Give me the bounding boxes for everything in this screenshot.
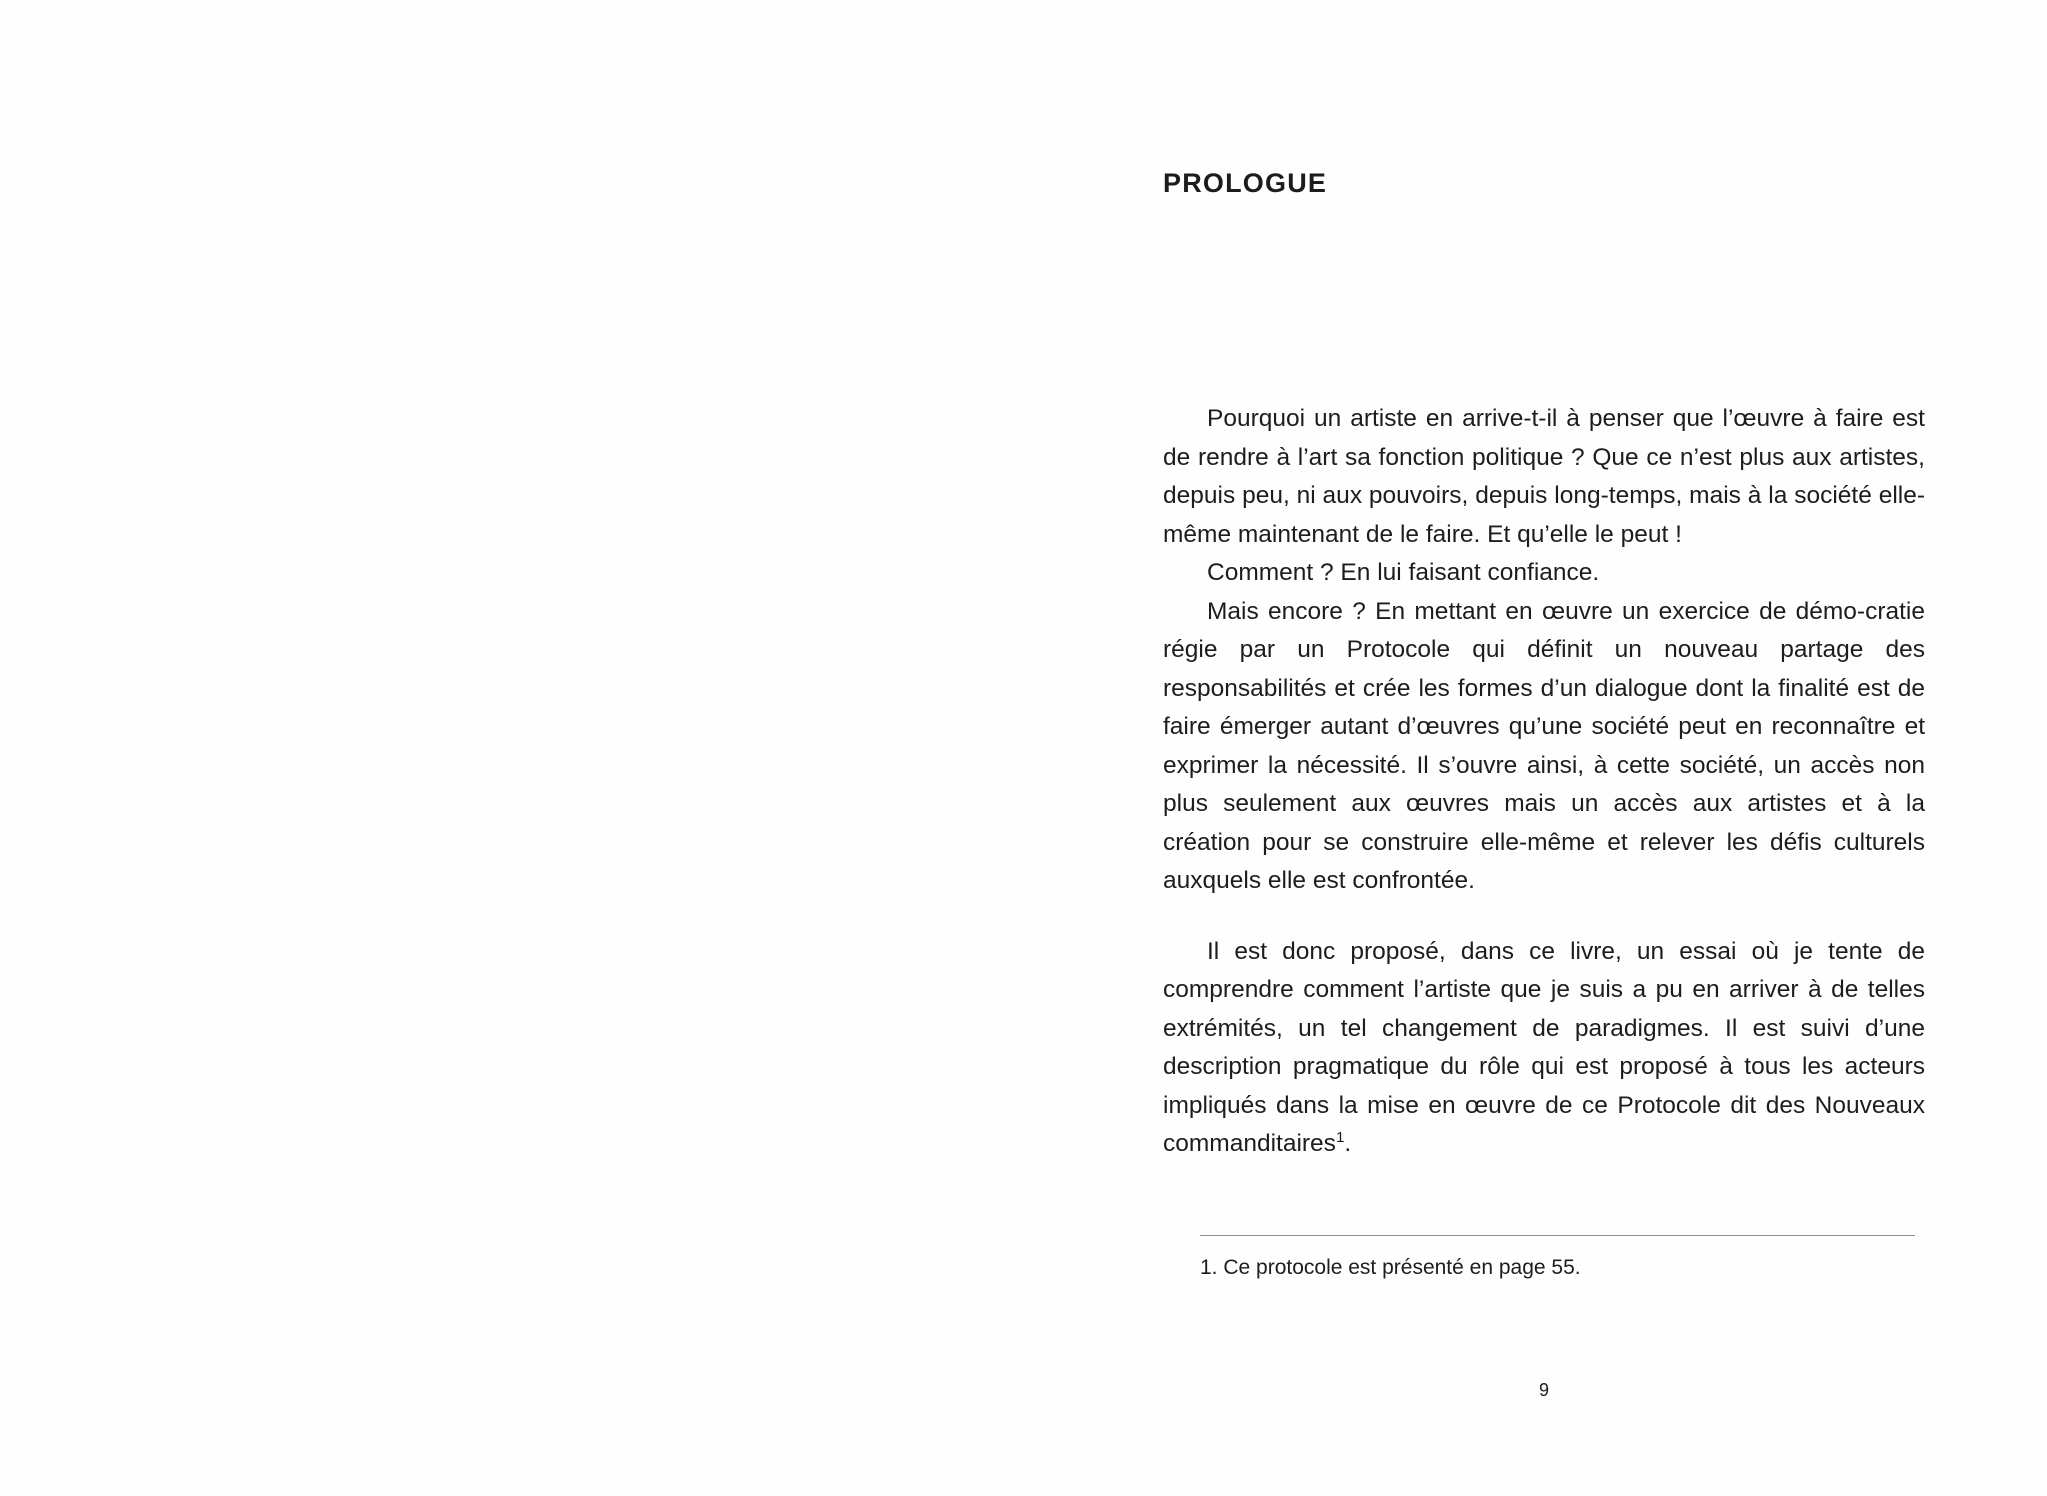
page-number: 9 <box>1538 1380 1549 1400</box>
chapter-heading-block <box>1163 168 1923 199</box>
footnote-reference[interactable]: 1 <box>1335 1128 1345 1146</box>
paragraph-3: Mais encore ? En mettant en œuvre un exercice de démo-cratie régie par un Protocole qui définit un nouveau partage des responsabilités et crée les formes d’un dialogue dont la finalité est de faire émerger autant d’œuvres qu’une société peut en reconnaître et exprimer la nécessité. Il s’ouvre ainsi, à cette société, un accès non plus seulement aux œuvres mais un accès aux artistes et à la création pour se construire elle-même et relever les défis culturels auxquels elle est confrontée. <box>1163 597 1925 894</box>
footnote-text: 1. Ce protocole est présenté en page 55. <box>1200 1256 1581 1279</box>
paragraph-1: Pourquoi un artiste en arrive-t-il à penser que l’œuvre à faire est de rendre à l’art sa fonction politique ? Que ce n’est plus aux artistes, depuis peu, ni aux pouvoirs, depuis long-temps, mais à la société elle-même maintenant de le faire. Et qu’elle le peut ! <box>1163 405 1925 548</box>
page-title: PROLOGUE <box>1163 168 1328 198</box>
paragraph-4 <box>1163 933 1925 1164</box>
paragraph-2: Comment ? En lui faisant confiance. <box>1207 559 1600 586</box>
footnote-area <box>1200 1235 1920 1283</box>
paragraph-4-tail: . <box>1344 1130 1352 1157</box>
paragraph-4-text: Il est donc proposé, dans ce livre, un essai où je tente de comprendre comment l’artiste que je suis a pu en arriver à de telles extrémités, un tel changement de paradigmes. Il est suivi d’une description pragmatique du rôle qui est proposé à tous les acteurs impliqués dans la mise en œuvre de ce Protocole dit des Nouveaux commanditaires <box>1163 937 1925 1157</box>
footnote-divider <box>1200 1235 1915 1236</box>
body-text-block <box>1163 400 1925 1164</box>
